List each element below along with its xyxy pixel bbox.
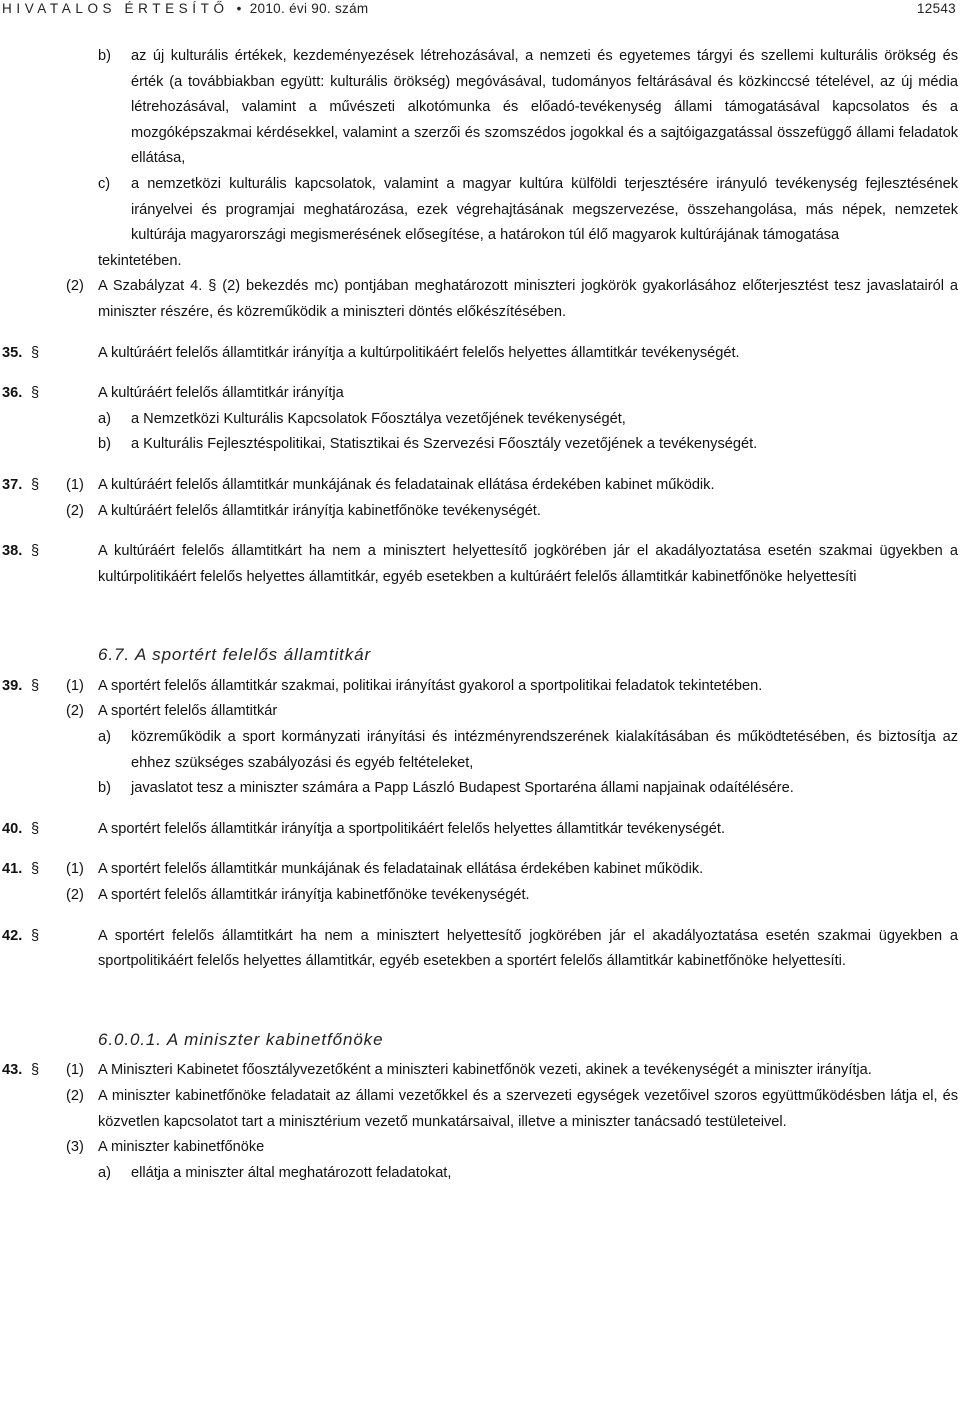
list-item <box>0 776 960 802</box>
section-37 <box>0 473 960 499</box>
item-label: a) <box>98 410 111 427</box>
paragraph <box>0 274 960 325</box>
paragraph-label: (1) <box>66 861 84 878</box>
paragraph-text: A sportért felelős államtitkár munkájának és feladatainak ellátása érdekében kabinet működik. <box>98 861 704 878</box>
paragraph-text: A Szabályzat 4. § (2) bekezdés mc) pontjában meghatározott miniszteri jogkörök gyakorlásához előterjesztést tesz javaslatairól a miniszter részére, és közreműködik a miniszteri döntés előkészítésében. <box>98 278 958 320</box>
paragraph-label: (1) <box>66 677 84 694</box>
paragraph-text: A miniszter kabinetfőnöke <box>98 1139 265 1156</box>
section-number: 40. <box>2 820 23 837</box>
issue-label: 2010. évi 90. szám <box>249 1 369 16</box>
item-label: c) <box>98 175 111 192</box>
paragraph-text: A sportért felelős államtitkár irányítja kabinetfőnöke tevékenységét. <box>98 887 530 904</box>
section-35 <box>0 341 960 367</box>
paragraph-label: (1) <box>66 1062 84 1079</box>
paragraph-text: A sportért felelős államtitkár szakmai, politikai irányítást gyakorol a sportpolitikai feladatok tekintetében. <box>98 677 763 694</box>
paragraph-text: A miniszter kabinetfőnöke feladatait az állami vezetőkkel és a szervezeti egységek vezetőivel szoros együttműködésben látja el, és közvetlen kapcsolatot tart a minisztérium vezető munkatársaival, illetve a miniszter tanácsadó testületeivel. <box>98 1088 958 1130</box>
list-item <box>0 725 960 776</box>
item-label: a) <box>98 729 111 746</box>
item-label: a) <box>98 1164 111 1181</box>
paragraph <box>0 1135 960 1161</box>
section-42 <box>0 924 960 975</box>
paragraph-label: (3) <box>66 1139 84 1156</box>
section-39 <box>0 674 960 700</box>
section-sign: § <box>31 927 40 944</box>
item-text: a nemzetközi kulturális kapcsolatok, valamint a magyar kultúra külföldi terjesztésére irányuló tevékenység fejlesztésének irányelvei és programjai meghatározása, ezek végrehajtásának megszervezése, összehangolása, más népek, nemzetek kultúrája magyarországi megismerésének elősegítése, a határokon túl élő magyarok kultúrájának támogatása <box>131 175 958 244</box>
paragraph <box>0 699 960 725</box>
section-text: A sportért felelős államtitkár irányítja a sportpolitikáért felelős helyettes államtitkár tevékenységét. <box>98 820 726 837</box>
paragraph-label: (2) <box>66 887 84 904</box>
section-sign: § <box>31 543 40 560</box>
section-sign: § <box>31 677 40 694</box>
closing-text: tekintetében. <box>98 252 182 269</box>
paragraph-text: A kultúráért felelős államtitkár irányítja kabinetfőnöke tevékenységét. <box>98 502 541 519</box>
subheading-text: 6.0.0.1. A miniszter kabinetfőnöke <box>98 1029 384 1049</box>
running-head <box>2 1 368 16</box>
section-sign: § <box>31 820 40 837</box>
paragraph-label: (2) <box>66 502 84 519</box>
paragraph-label: (2) <box>66 1088 84 1104</box>
item-text: ellátja a miniszter által meghatározott feladatokat, <box>131 1164 452 1181</box>
section-text: A kultúráért felelős államtitkár irányítja <box>98 385 344 402</box>
subheading-text: 6.7. A sportért felelős államtitkár <box>98 645 372 665</box>
paragraph <box>0 1084 960 1135</box>
list-item <box>0 172 960 249</box>
section-number: 43. <box>2 1062 23 1079</box>
page-header <box>2 0 956 22</box>
section-36 <box>0 381 960 407</box>
section-sign: § <box>31 385 40 402</box>
section-number: 35. <box>2 344 23 361</box>
section-number: 41. <box>2 861 23 878</box>
section-40 <box>0 817 960 843</box>
item-label: b) <box>98 780 111 797</box>
section-41 <box>0 857 960 883</box>
section-38 <box>0 539 960 590</box>
section-number: 42. <box>2 927 23 944</box>
item-label: b) <box>98 436 111 453</box>
section-sign: § <box>31 1062 40 1079</box>
section-43 <box>0 1058 960 1084</box>
section-text: A kultúráért felelős államtitkárt ha nem a minisztert helyettesítő jogkörében jár el akadályoztatása esetén szakmai ügyekben a kultúrpolitikáért felelős helyettes államtitkár, egyéb esetekben a kultúráért felelős államtitkár kabinetfőnöke helyettesíti <box>98 543 958 585</box>
list-item <box>0 407 960 433</box>
paragraph-text: A kultúráért felelős államtitkár munkájának és feladatainak ellátása érdekében kabinet működik. <box>98 476 715 493</box>
item-label: b) <box>98 48 111 64</box>
publication-title: HIVATALOS ÉRTESÍTŐ <box>2 1 229 16</box>
paragraph-text: A Miniszteri Kabinetet főosztályvezetőként a miniszteri kabinetfőnök vezeti, akinek a tevékenységét a miniszter irányítja. <box>98 1062 872 1079</box>
item-text: az új kulturális értékek, kezdeményezések létrehozásával, a nemzeti és egyetemes tárgyi és szellemi kulturális örökség és érték (a továbbiakban együtt: kulturális örökség) megóvásával, tudományos feltárásával és közkinccsé tételével, az új média létrehozásával, valamint a művészeti alkotómunka és előadó-tevékenység állami támogatásával kapcsolatos és a mozgóképszakmai kérdésekkel, valamint a szerzői és szomszédos jogokkal és a sajtóigazgatással összefüggő állami feladatok ellátása, <box>131 48 958 167</box>
bullet-separator: • <box>236 1 242 16</box>
item-text: a Kulturális Fejlesztéspolitikai, Statisztikai és Szervezési Főosztály vezetőjének a tevékenységét. <box>131 436 758 453</box>
section-text: A sportért felelős államtitkárt ha nem a minisztert helyettesítő jogkörében jár el akadályoztatása esetén szakmai ügyekben a sportpolitikáért felelős helyettes államtitkár, egyéb esetekben a sportért felelős államtitkár kabinetfőnöke helyettesíti. <box>98 927 958 970</box>
paragraph-text: A sportért felelős államtitkár <box>98 703 278 720</box>
paragraph-label: (2) <box>66 703 84 720</box>
item-text: a Nemzetközi Kulturális Kapcsolatok Főosztálya vezetőjének tevékenységét, <box>131 410 626 427</box>
page-number: 12543 <box>916 1 956 16</box>
subheading <box>0 642 960 668</box>
section-sign: § <box>31 344 40 361</box>
list-item <box>0 1161 960 1187</box>
item-text: közreműködik a sport kormányzati irányítási és intézményrendszerének kialakításában és működtetésében, és biztosítja az ehhez szükséges szabályozási és egyéb feltételeket, <box>131 729 958 771</box>
document-body <box>0 44 960 1186</box>
paragraph-label: (2) <box>66 278 84 295</box>
section-text: A kultúráért felelős államtitkár irányítja a kultúrpolitikáért felelős helyettes államtitkár tevékenységét. <box>98 344 740 361</box>
subheading <box>0 1027 960 1053</box>
section-number: 36. <box>2 385 23 402</box>
list-item <box>0 44 960 172</box>
paragraph-label: (1) <box>66 476 84 493</box>
section-number: 37. <box>2 476 23 493</box>
paragraph <box>0 499 960 525</box>
section-sign: § <box>31 861 40 878</box>
section-number: 38. <box>2 543 23 560</box>
section-number: 39. <box>2 677 23 694</box>
paragraph <box>0 249 960 275</box>
item-text: javaslatot tesz a miniszter számára a Papp László Budapest Sportaréna állami napjainak odaítélésére. <box>131 780 794 797</box>
paragraph <box>0 883 960 909</box>
section-sign: § <box>31 476 40 493</box>
list-item <box>0 432 960 458</box>
